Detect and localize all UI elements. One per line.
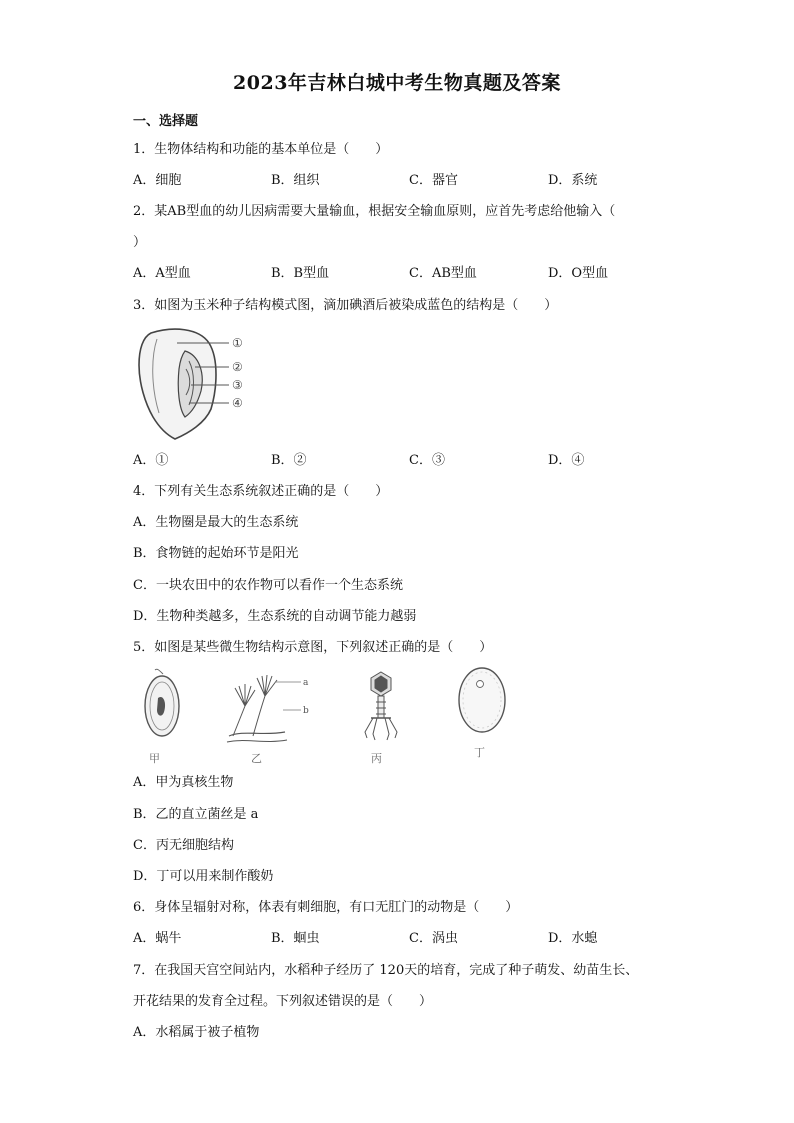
option-a: A．蜗牛 — [133, 931, 182, 946]
question-5-option-b: B．乙的直立菌丝是 a — [133, 807, 259, 822]
label-a: a — [303, 678, 309, 688]
section-heading: 一、选择题 — [133, 114, 199, 129]
question-2-stem-line1: 2．某AB型血的幼儿因病需要大量输血，根据安全输血原则，应首先考虑给他输入（ — [133, 204, 616, 219]
question-4-stem: 4．下列有关生态系统叙述正确的是（ ） — [133, 484, 389, 499]
question-2-options — [133, 265, 693, 283]
question-5-option-c: C．丙无细胞结构 — [133, 838, 234, 853]
question-1-stem: 1．生物体结构和功能的基本单位是（ ） — [133, 142, 389, 157]
option-d: D．系统 — [548, 173, 598, 188]
question-6-stem: 6．身体呈辐射对称，体表有刺细胞，有口无肛门的动物是（ ） — [133, 900, 519, 915]
organism-yi — [227, 675, 301, 742]
label-b: b — [303, 706, 309, 716]
label-jia: 甲 — [149, 752, 160, 765]
option-c: C．AB型血 — [409, 266, 477, 281]
question-3-stem: 3．如图为玉米种子结构模式图，滴加碘酒后被染成蓝色的结构是（ ） — [133, 298, 558, 313]
option-c: C．③ — [409, 453, 445, 468]
option-b: B．② — [271, 453, 307, 468]
organism-ding — [459, 668, 505, 732]
question-7-option-a: A．水稻属于被子植物 — [133, 1025, 260, 1040]
option-d: D．O型血 — [548, 266, 609, 281]
label-ding: 丁 — [474, 746, 485, 759]
option-b: B．蛔虫 — [271, 931, 320, 946]
microorganism-diagram — [133, 666, 533, 766]
organism-bing — [365, 672, 397, 740]
question-4-option-a: A．生物圈是最大的生态系统 — [133, 515, 299, 530]
question-5-option-d: D．丁可以用来制作酸奶 — [133, 869, 274, 884]
option-a: A．细胞 — [133, 173, 182, 188]
question-3-options — [133, 452, 693, 470]
option-c: C．器官 — [409, 173, 458, 188]
option-b: B．组织 — [271, 173, 320, 188]
seed-label-4: ④ — [232, 396, 243, 410]
document-title: 2023年吉林白城中考生物真题及答案 — [233, 72, 561, 94]
question-6-options — [133, 930, 693, 948]
seed-label-3: ③ — [232, 378, 243, 392]
option-b: B．B型血 — [271, 266, 330, 281]
seed-label-2: ② — [232, 360, 243, 374]
option-c: C．涡虫 — [409, 931, 458, 946]
option-a: A．A型血 — [133, 266, 191, 281]
question-4-option-d: D．生物种类越多，生态系统的自动调节能力越弱 — [133, 609, 417, 624]
organism-jia — [145, 669, 179, 736]
question-1-options — [133, 172, 693, 190]
option-d: D．水螅 — [548, 931, 598, 946]
question-5-option-a: A．甲为真核生物 — [133, 775, 234, 790]
label-yi: 乙 — [251, 752, 262, 765]
option-a: A．① — [133, 453, 169, 468]
question-7-stem-line2: 开花结果的发育全过程。下列叙述错误的是（ ） — [133, 994, 433, 1009]
question-4-option-b: B．食物链的起始环节是阳光 — [133, 546, 299, 561]
label-bing: 丙 — [371, 752, 382, 765]
question-7-stem-line1: 7．在我国天宫空间站内，水稻种子经历了 120天的培育，完成了种子萌发、幼苗生长、 — [133, 963, 639, 978]
seed-label-1: ① — [232, 336, 243, 350]
question-5-stem: 5．如图是某些微生物结构示意图，下列叙述正确的是（ ） — [133, 640, 493, 655]
question-2-stem-line2: ） — [133, 235, 147, 250]
corn-seed-diagram — [133, 325, 278, 442]
option-d: D．④ — [548, 453, 585, 468]
question-4-option-c: C．一块农田中的农作物可以看作一个生态系统 — [133, 578, 403, 593]
